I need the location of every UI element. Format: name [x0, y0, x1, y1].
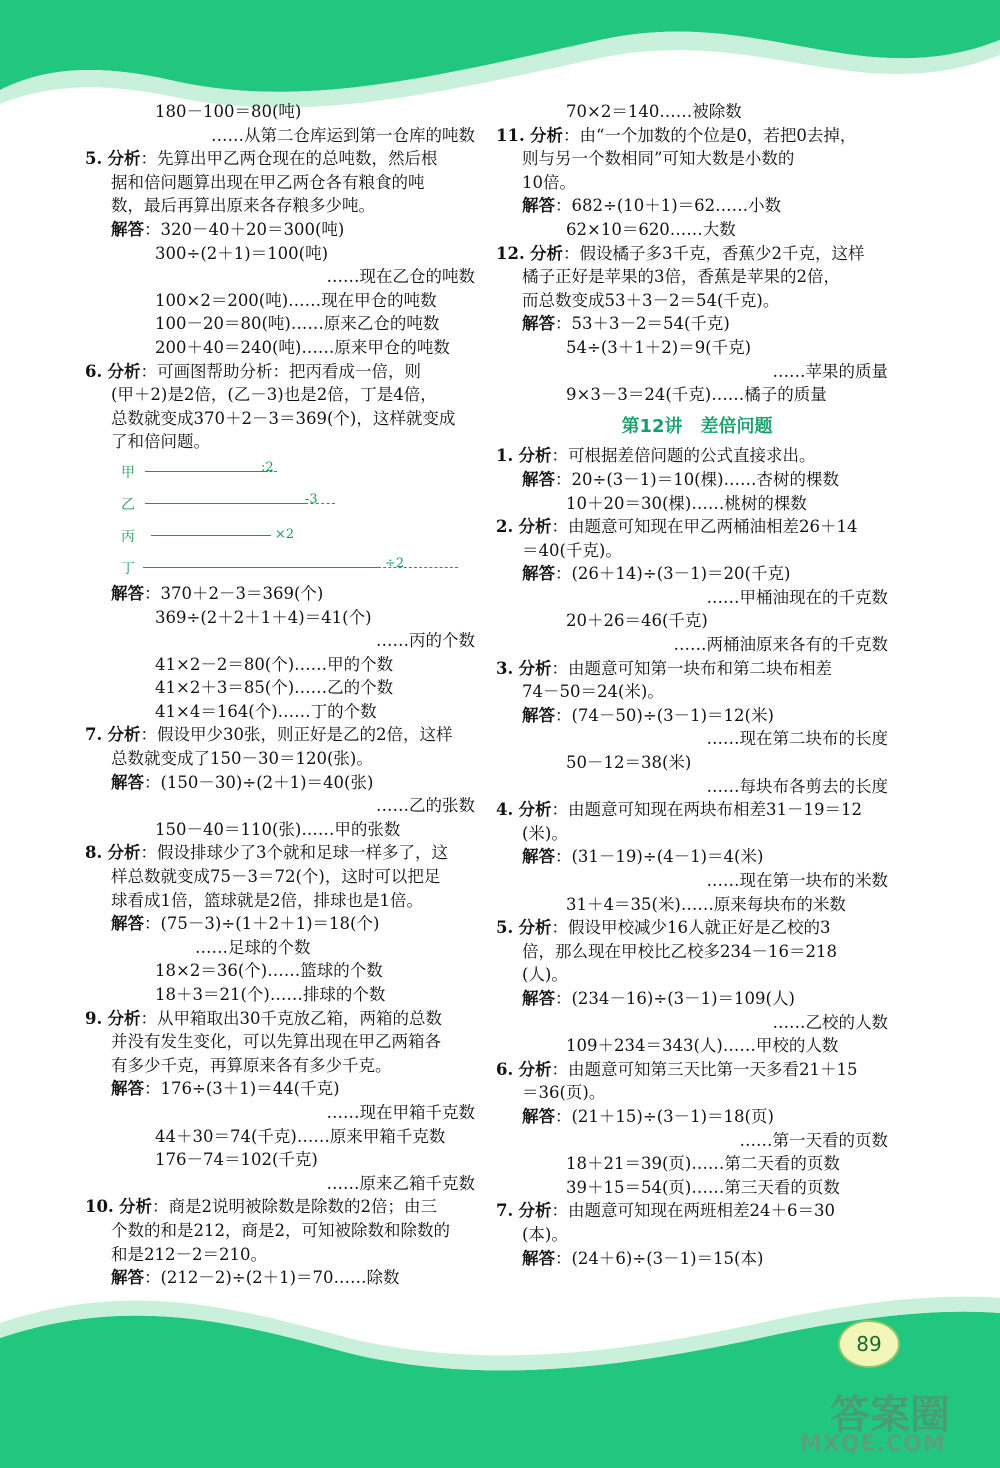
solution-line: [496, 1247, 898, 1271]
text-line: ……每块布各剪去的长度: [706, 776, 888, 796]
text-line: ……苹果的质量: [772, 361, 888, 381]
solution-text: ：(212－2)÷(2＋1)＝70……除数: [144, 1268, 400, 1288]
section-title: 第12讲 差倍问题: [621, 415, 773, 437]
solution-line: [496, 845, 898, 869]
solution-label: 解答: [111, 583, 144, 603]
text-line: ……足球的个数: [195, 937, 311, 957]
text-line: ……丙的个数: [376, 631, 475, 651]
diagram-label: 丁: [121, 560, 135, 577]
solution-line: [496, 704, 898, 728]
analysis-label: 分析: [107, 725, 141, 745]
analysis-text: ：假设橘子多3千克，香蕉少2千克，这样: [562, 243, 865, 263]
text-line: 则与另一个数相同”可知大数是小数的: [522, 149, 795, 169]
segment-line: [145, 503, 305, 504]
problem-6-analysis: [85, 360, 485, 384]
problem-4-analysis: [496, 798, 898, 822]
text-line: 了和倍问题。: [111, 432, 210, 452]
problem-number: 6.: [496, 1059, 514, 1079]
problem-number: 5.: [85, 149, 103, 169]
solution-label: 解答: [522, 314, 555, 334]
text-line: 31＋4＝35(米)……原来每块布的米数: [566, 894, 846, 914]
left-column: [85, 100, 485, 1290]
text-line: 41×4＝164(个)……丁的个数: [155, 701, 377, 721]
problem-8-analysis: [85, 841, 485, 865]
analysis-text: ：由“一个加数的个位是0，若把0去掉，: [562, 125, 857, 145]
segment-line: [145, 471, 265, 472]
analysis-label: 分析: [518, 517, 552, 537]
solution-label: 解答: [111, 1079, 144, 1099]
text-line: 39＋15＝54(页)……第三天看的页数: [566, 1177, 840, 1197]
text-line: 176－74＝102(千克): [155, 1150, 318, 1170]
diagram-label: 甲: [121, 464, 135, 481]
text-line: 74－50＝24(米)。: [522, 682, 664, 702]
text-line: 并没有发生变化，可以先算出现在甲乙两箱各: [111, 1032, 441, 1052]
solution-label: 解答: [111, 914, 144, 934]
solution-label: 解答: [522, 847, 555, 867]
solution-line: [496, 1105, 898, 1129]
solution-text: ：53＋3－2＝54(千克): [555, 314, 730, 334]
problem-number: 10.: [85, 1197, 114, 1217]
problem-3-analysis: [496, 657, 898, 681]
text-line: 200＋40＝240(吨)……原来甲仓的吨数: [155, 337, 450, 357]
page-number: 89: [838, 1320, 900, 1368]
text-line: 总数就变成了150－30＝120(张)。: [111, 749, 373, 769]
solution-line: [496, 312, 898, 336]
problem-number: 7.: [496, 1201, 514, 1221]
text-line: 54÷(3＋1＋2)＝9(千克): [566, 337, 752, 357]
diagram-tag: ÷2: [385, 555, 405, 571]
text-line: ……现在甲箱千克数: [326, 1102, 475, 1122]
analysis-label: 分析: [529, 243, 563, 263]
text-line: 20＋26＝46(千克): [566, 611, 708, 631]
analysis-label: 分析: [518, 658, 552, 678]
problem-7-analysis: [85, 723, 485, 747]
analysis-label: 分析: [518, 1059, 552, 1079]
solution-line: [85, 218, 485, 242]
problem-number: 9.: [85, 1008, 103, 1028]
analysis-label: 分析: [518, 800, 552, 820]
solution-line: [496, 987, 898, 1011]
text-line: ……现在乙仓的吨数: [326, 267, 475, 287]
text-line: 18＋21＝39(页)……第二天看的页数: [566, 1154, 840, 1174]
text-line: 而总数变成53＋3－2＝54(千克)。: [522, 290, 780, 310]
text-line: 和是212－2＝210。: [111, 1244, 267, 1264]
text-line: (米)。: [522, 823, 568, 843]
analysis-text: ：由题意可知现在甲乙两桶油相差26＋14: [551, 517, 858, 537]
solution-label: 解答: [111, 219, 144, 239]
text-line: ……甲桶油现在的千克数: [706, 587, 888, 607]
analysis-text: ：先算出甲乙两仓现在的总吨数，然后根: [140, 149, 438, 169]
solution-label: 解答: [522, 469, 555, 489]
text-line: ＝36(页)。: [522, 1083, 606, 1103]
analysis-text: ：可画图帮助分析：把丙看成一倍，则: [140, 361, 421, 381]
problem-6-analysis: [496, 1058, 898, 1082]
solution-text: ：(24＋6)÷(3－1)＝15(本): [555, 1248, 764, 1268]
diagram-label: 乙: [121, 496, 135, 513]
problem-number: 7.: [85, 725, 103, 745]
solution-label: 解答: [522, 1248, 555, 1268]
solution-label: 解答: [522, 564, 555, 584]
text-line: (人)。: [522, 965, 568, 985]
analysis-label: 分析: [118, 1197, 152, 1217]
segment-line: [151, 535, 271, 536]
solution-line: [85, 912, 485, 936]
solution-label: 解答: [111, 1268, 144, 1288]
analysis-text: ：假设甲校减少16人就正好是乙校的3: [551, 918, 831, 938]
text-line: 44＋30＝74(千克)……原来甲箱千克数: [155, 1126, 446, 1146]
solution-text: ：20÷(3－1)＝10(棵)……杏树的棵数: [555, 469, 840, 489]
problem-number: 8.: [85, 843, 103, 863]
text-line: 倍，那么现在甲校比乙校多234－16＝218: [522, 941, 837, 961]
text-line: 41×2－2＝80(个)……甲的个数: [155, 654, 394, 674]
text-line: 样总数就变成75－3＝72(个)，这时可以把足: [111, 867, 441, 887]
text-line: 球看成1倍，篮球就是2倍，排球也是1倍。: [111, 890, 423, 910]
text-line: 109＋234＝343(人)……甲校的人数: [566, 1036, 839, 1056]
diagram-tag: -3: [305, 491, 318, 507]
analysis-text: ：由题意可知现在两块布相差31－19＝12: [551, 800, 862, 820]
text-line: ……原来乙箱千克数: [326, 1173, 475, 1193]
text-line: 数，最后再算出原来各存粮多少吨。: [111, 196, 375, 216]
text-line: 据和倍问题算出现在甲乙两仓各有粮食的吨: [111, 172, 425, 192]
text-line: 18×2＝36(个)……篮球的个数: [155, 961, 383, 981]
text-line: ……乙的张数: [376, 796, 475, 816]
text-line: ……现在第一块布的米数: [706, 871, 888, 890]
solution-text: ：176÷(3＋1)＝44(千克): [144, 1079, 340, 1099]
text-line: 100×2＝200(吨)……现在甲仓的吨数: [155, 290, 437, 310]
text-line: ……乙校的人数: [772, 1012, 888, 1032]
analysis-label: 分析: [518, 446, 552, 466]
analysis-text: ：由题意可知第三天比第一天多看21＋15: [551, 1059, 858, 1079]
text-line: 100－20＝80(吨)……原来乙仓的吨数: [155, 314, 440, 334]
solution-text: ：(31－19)÷(4－1)＝4(米): [555, 847, 764, 867]
problem-9-analysis: [85, 1007, 485, 1031]
text-line: 41×2＋3＝85(个)……乙的个数: [155, 678, 394, 698]
text-line: 62×10＝620……大数: [566, 219, 736, 239]
watermark-brand: 答案圈: [830, 1392, 950, 1438]
problem-2-analysis: [496, 515, 898, 539]
text-line: (甲＋2)是2倍，(乙－3)也是2倍，丁是4倍，: [111, 385, 437, 405]
text-line: 369÷(2＋2＋1＋4)＝41(个): [155, 607, 372, 627]
analysis-label: 分析: [107, 843, 141, 863]
problem-5-analysis: [496, 916, 898, 940]
analysis-label: 分析: [107, 361, 141, 381]
line-segment-diagram: [115, 454, 485, 582]
text-line: 18＋3＝21(个)……排球的个数: [155, 985, 386, 1004]
analysis-text: ：由题意可知第一块布和第二块布相差: [551, 658, 832, 678]
problem-number: 6.: [85, 361, 103, 381]
analysis-text: ：由题意可知现在两班相差24＋6＝30: [551, 1201, 835, 1221]
analysis-label: 分析: [107, 149, 141, 169]
problem-1-analysis: [496, 444, 898, 468]
problem-number: 5.: [496, 918, 514, 938]
problem-number: 1.: [496, 446, 514, 466]
problem-number: 2.: [496, 517, 514, 537]
solution-text: ：(234－16)÷(3－1)＝109(人): [555, 988, 795, 1008]
text-line: 总数就变成370＋2－3＝369(个)，这样就变成: [111, 408, 456, 428]
solution-line: [496, 562, 898, 586]
solution-label: 解答: [111, 772, 144, 792]
text-line: 50－12＝38(米): [566, 753, 692, 773]
analysis-text: ：商是2说明被除数是除数的2倍；由三: [151, 1197, 437, 1217]
problem-number: 3.: [496, 658, 514, 678]
solution-text: ：(26＋14)÷(3－1)＝20(千克): [555, 564, 791, 584]
text-line: ……两桶油原来各有的千克数: [673, 635, 888, 655]
analysis-label: 分析: [107, 1008, 141, 1028]
text-line: 9×3－3＝24(千克)……橘子的质量: [566, 385, 827, 405]
text-line: (本)。: [522, 1224, 568, 1244]
solution-text: ：682÷(10＋1)＝62……小数: [555, 196, 782, 216]
solution-text: ：320－40＋20＝300(吨): [144, 219, 345, 239]
solution-text: ：(21＋15)÷(3－1)＝18(页): [555, 1106, 774, 1126]
problem-7-analysis: [496, 1199, 898, 1223]
text-line: 个数的和是212，商是2，可知被除数和除数的: [111, 1220, 450, 1240]
problem-number: 12.: [496, 243, 525, 263]
analysis-text: ：假设甲少30张，则正好是乙的2倍，这样: [140, 725, 453, 745]
solution-line: [85, 771, 485, 795]
analysis-text: ：假设排球少了3个就和足球一样多了，这: [140, 843, 448, 863]
text-line: 橘子正好是苹果的3倍，香蕉是苹果的2倍，: [522, 267, 840, 287]
watermark-site: MXQE.COM: [800, 1432, 946, 1457]
text-line: 10倍。: [522, 172, 576, 192]
analysis-label: 分析: [518, 1201, 552, 1221]
solution-text: ：370＋2－3＝369(个): [144, 583, 324, 603]
diagram-tag: :2: [261, 459, 274, 475]
solution-line: [85, 1077, 485, 1101]
problem-number: 11.: [496, 125, 525, 145]
text-line: 180－100＝80(吨): [155, 102, 302, 121]
segment-line: [143, 567, 378, 568]
solution-line: [85, 1266, 485, 1290]
solution-text: ：(75－3)÷(1＋2＋1)＝18(个): [144, 914, 380, 934]
text-line: 70×2＝140……被除数: [566, 102, 742, 121]
solution-line: [85, 582, 485, 606]
text-line: ……第一天看的页数: [739, 1130, 888, 1150]
analysis-text: ：可根据差倍问题的公式直接求出。: [551, 446, 816, 466]
problem-10-analysis: [85, 1195, 485, 1219]
text-line: 有多少千克，再算原来各有多少千克。: [111, 1055, 392, 1075]
diagram-tag: ×2: [275, 526, 295, 542]
solution-line: [496, 194, 898, 218]
text-line: ＝40(千克)。: [522, 540, 622, 560]
analysis-label: 分析: [529, 125, 563, 145]
solution-text: ：(150－30)÷(2＋1)＝40(张): [144, 772, 374, 792]
diagram-label: 丙: [121, 528, 135, 545]
solution-text: ：(74－50)÷(3－1)＝12(米): [555, 705, 774, 725]
problem-12-analysis: [496, 242, 898, 266]
solution-label: 解答: [522, 988, 555, 1008]
problem-5-analysis: [85, 147, 485, 171]
text-line: 10＋20＝30(棵)……桃树的棵数: [566, 493, 807, 513]
analysis-text: ：从甲箱取出30千克放乙箱，两箱的总数: [140, 1008, 442, 1028]
solution-label: 解答: [522, 705, 555, 725]
text-line: ……从第二仓库运到第一仓库的吨数: [211, 125, 475, 145]
problem-number: 4.: [496, 800, 514, 820]
text-line: 300÷(2＋1)＝100(吨): [155, 243, 329, 263]
text-line: ……现在第二块布的长度: [706, 729, 888, 749]
text-line: 150－40＝110(张)……甲的张数: [155, 819, 401, 839]
right-column: [496, 100, 898, 1270]
solution-label: 解答: [522, 196, 555, 216]
solution-label: 解答: [522, 1106, 555, 1126]
analysis-label: 分析: [518, 918, 552, 938]
problem-11-analysis: [496, 124, 898, 148]
solution-line: [496, 468, 898, 492]
